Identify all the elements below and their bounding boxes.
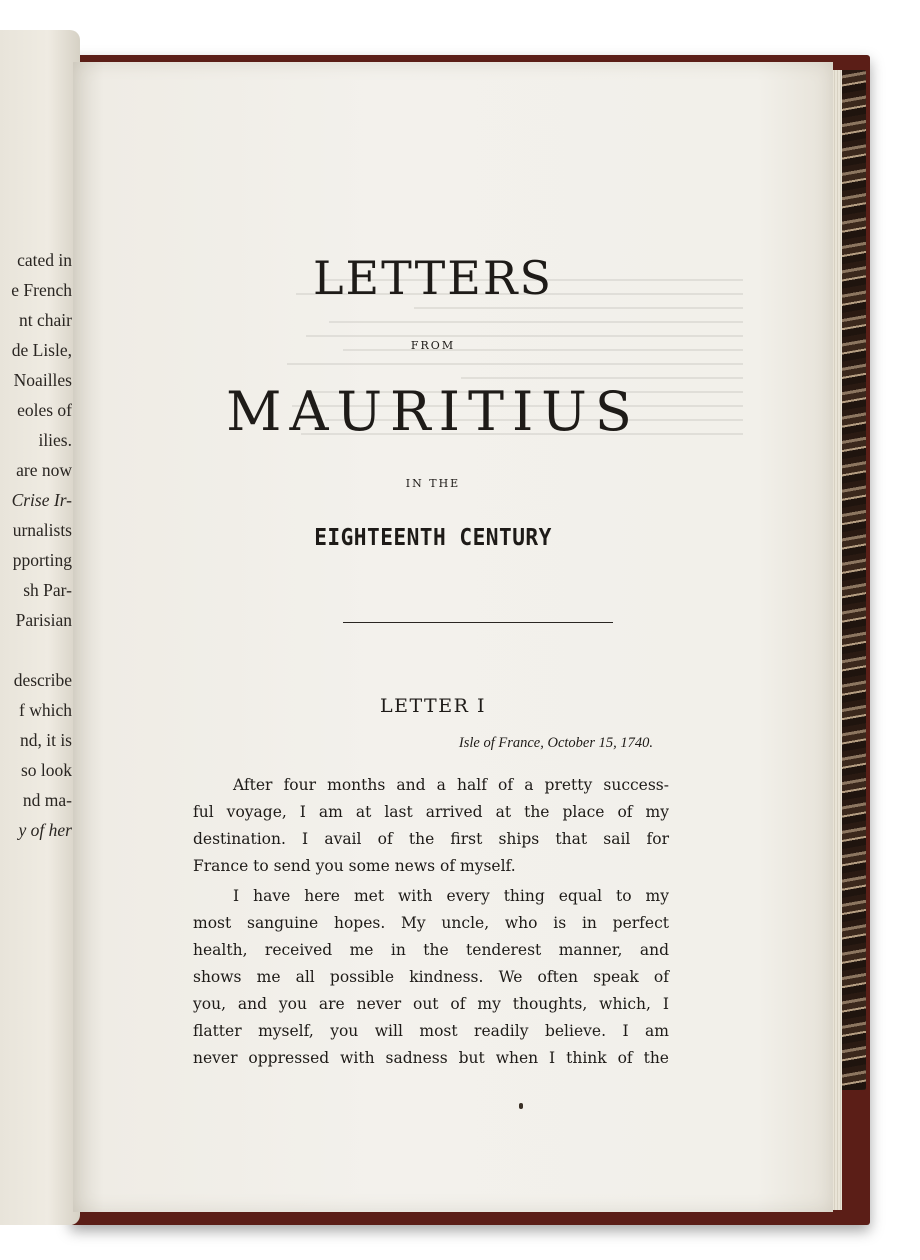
left-line: nd ma- (22, 790, 72, 810)
text-line: you, and you are never out of my thoughts, which, I (193, 995, 669, 1013)
left-line: eoles of (17, 400, 72, 420)
letter-body (193, 772, 669, 1075)
left-line: nd, it is (19, 730, 72, 750)
title-mauritius: MAURITIUS (226, 380, 640, 443)
text-line: After four months and a half of a pretty success- (233, 776, 669, 794)
left-line: are now (16, 460, 72, 480)
text-line: shows me all possible kindness. We often speak of (193, 968, 669, 986)
left-line: Parisian (15, 610, 72, 630)
text-line: health, received me in the tenderest manner, and (193, 941, 669, 959)
left-line: Crise Ir- (11, 490, 72, 510)
left-line (11, 635, 72, 665)
text-line: most sanguine hopes. My uncle, who is in perfect (193, 914, 669, 932)
left-page (0, 30, 80, 1225)
text-line: flatter myself, you will most readily believe. I am (193, 1022, 669, 1040)
text-line: ful voyage, I am at last arrived at the place of my (193, 803, 669, 821)
title-rule (343, 622, 613, 623)
text-line: never oppressed with sadness but when I think of the (193, 1049, 669, 1067)
left-line: nt chair (19, 310, 72, 330)
left-line: sh Par- (23, 580, 72, 600)
left-line: cated in (17, 250, 72, 270)
text-line: I have here met with every thing equal to my (233, 887, 669, 905)
marbled-edge (838, 70, 866, 1090)
left-line: f which (19, 700, 72, 720)
ink-speck (519, 1103, 523, 1109)
left-line: urnalists (12, 520, 72, 540)
text-line: destination. I avail of the first ships that sail for (193, 830, 669, 848)
left-line: de Lisle, (11, 340, 72, 360)
title-in-the: IN THE (405, 477, 461, 490)
left-line: ilies. (38, 430, 72, 450)
title-letters: LETTERS (312, 251, 554, 305)
left-page-text (11, 245, 72, 845)
left-line: so look (20, 760, 72, 780)
left-line: Noailles (13, 370, 72, 390)
left-line: pporting (12, 550, 72, 570)
letter-heading: LETTER I (380, 695, 486, 717)
paragraph-1 (193, 772, 669, 880)
dateline: Isle of France, October 15, 1740. (458, 735, 653, 751)
left-line: describe (13, 670, 72, 690)
left-line: e French (11, 280, 72, 300)
title-from: FROM (410, 339, 456, 352)
subtitle: EIGHTEENTH CENTURY (314, 525, 552, 551)
left-line: y of her (18, 820, 72, 840)
text-line: France to send you some news of myself. (193, 857, 516, 875)
paragraph-2 (193, 883, 669, 1072)
